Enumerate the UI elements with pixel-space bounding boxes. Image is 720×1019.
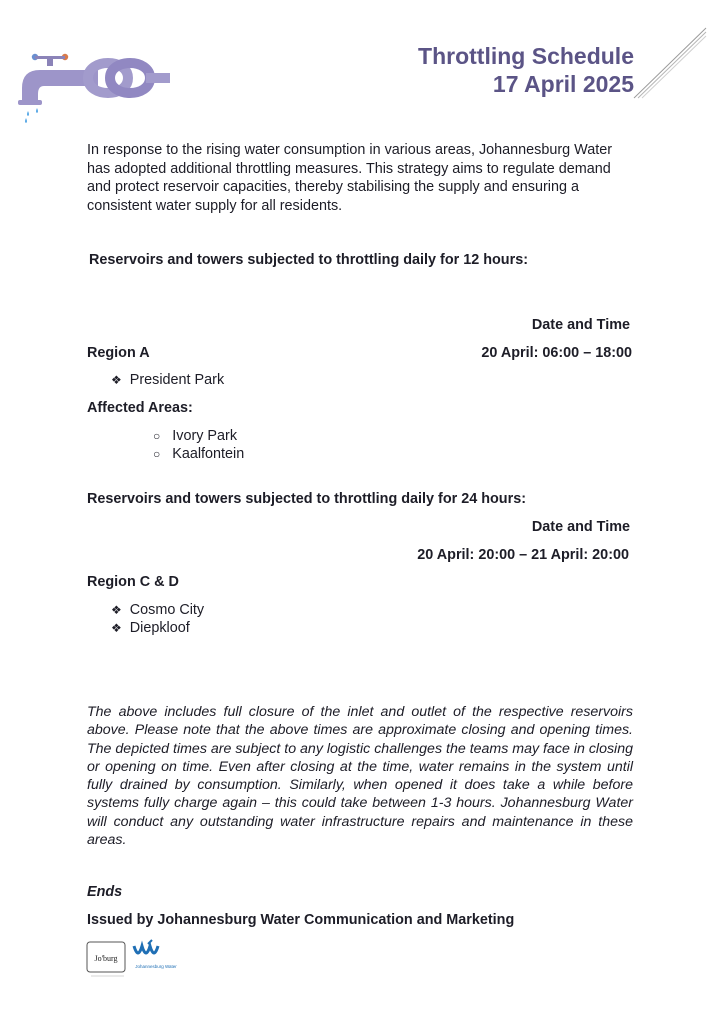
title-line-1: Throttling Schedule bbox=[418, 43, 634, 69]
jw-logo-text: Johannesburg Water bbox=[135, 964, 177, 969]
footer-logos bbox=[86, 938, 186, 978]
reservoir-item bbox=[111, 372, 224, 388]
section-24h-heading: Reservoirs and towers subjected to throttling daily for 24 hours: bbox=[87, 491, 526, 507]
diamond-bullet-icon: ❖ bbox=[111, 603, 122, 617]
section-12h-date-label: Date and Time bbox=[531, 317, 630, 333]
diamond-bullet-icon: ❖ bbox=[111, 621, 122, 635]
diamond-bullet-icon: ❖ bbox=[111, 373, 122, 387]
tap-knot-logo bbox=[18, 48, 178, 128]
region-a-label: Region A bbox=[87, 345, 150, 361]
section-24h-date-label: Date and Time bbox=[531, 519, 630, 535]
reservoir-name: President Park bbox=[129, 372, 225, 388]
region-cd-label: Region C & D bbox=[87, 574, 179, 590]
affected-area-name: Ivory Park bbox=[172, 428, 238, 444]
issued-by: Issued by Johannesburg Water Communication and Marketing bbox=[87, 912, 515, 928]
affected-area-item bbox=[153, 428, 237, 444]
affected-area-name: Kaalfontein bbox=[172, 446, 245, 462]
reservoir-item bbox=[111, 602, 204, 618]
section-12h-heading: Reservoirs and towers subjected to throttling daily for 12 hours: bbox=[89, 252, 528, 268]
page-title bbox=[418, 42, 634, 98]
region-cd-schedule: 20 April: 20:00 – 21 April: 20:00 bbox=[417, 547, 629, 563]
region-a-schedule: 20 April: 06:00 – 18:00 bbox=[481, 345, 632, 361]
affected-areas-label: Affected Areas: bbox=[87, 400, 193, 416]
title-line-2: 17 April 2025 bbox=[492, 71, 634, 97]
reservoir-name: Cosmo City bbox=[129, 602, 205, 618]
reservoir-name: Diepkloof bbox=[129, 620, 190, 636]
affected-area-item bbox=[153, 446, 244, 462]
circle-bullet-icon: ○ bbox=[153, 429, 161, 443]
reservoir-item bbox=[111, 620, 190, 636]
joburg-logo-text: Jo'burg bbox=[94, 954, 118, 963]
closing-paragraph: The above includes full closure of the inlet and outlet of the respective reservoirs above. Please note that the above times are approximate closing and opening times. The depicted times are subject to any logistic challenges the teams may face in closing or opening on time. Even after closing at the time, water remains in the system until fully drained by consumption. Similarly, when opened it does take a while before systems fully charge again – this could take between 1-3 hours. Johannesburg Water will conduct any outstanding water infrastructure repairs and maintenance in these areas. bbox=[87, 704, 633, 849]
ends-label: Ends bbox=[87, 884, 123, 900]
decorative-lines bbox=[632, 26, 708, 100]
circle-bullet-icon: ○ bbox=[153, 447, 161, 461]
intro-paragraph: In response to the rising water consumption in various areas, Johannesburg Water has adopted additional throttling measures. This strategy aims to regulate demand and protect reservoir capacities, thereby stabilising the supply and ensuring a consistent water supply for all residents. bbox=[87, 142, 613, 214]
